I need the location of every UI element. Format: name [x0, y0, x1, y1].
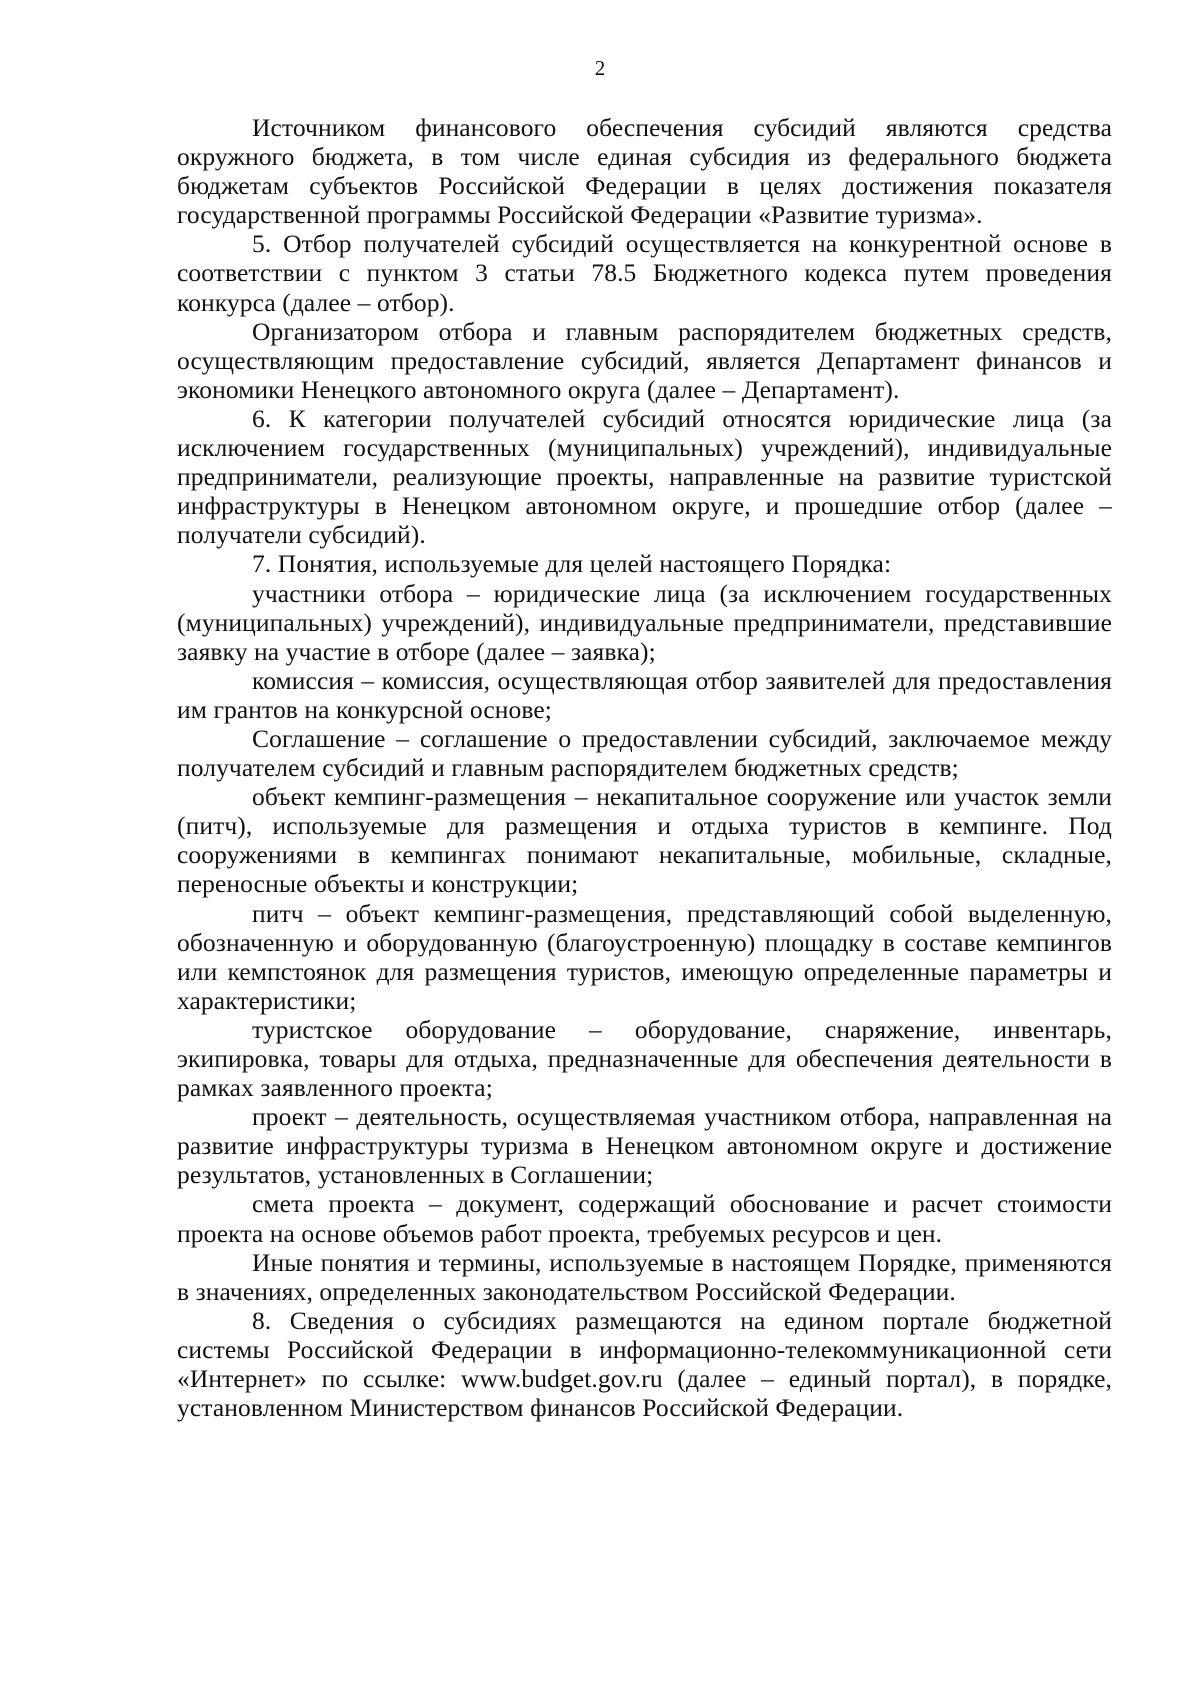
paragraph-item-6: 6. К категории получателей субсидий относятся юридические лица (за исключением государственных (муниципальных) учреждений), индивидуальные предприниматели, реализующие проекты, направленные на развитие туристской инфраструктуры в Ненецком автономном округе, и прошедшие отбор (далее – получатели субсидий). [177, 403, 1112, 550]
definition-project-estimate: смета проекта – документ, содержащий обоснование и расчет стоимости проекта на основе объемов работ проекта, требуемых ресурсов и цен. [177, 1189, 1112, 1248]
document-body [177, 113, 1112, 1422]
paragraph-organizer: Организатором отбора и главным распорядителем бюджетных средств, осуществляющим предоставление субсидий, является Департамент финансов и экономики Ненецкого автономного округа (далее – Департамент). [177, 316, 1112, 404]
paragraph-item-5: 5. Отбор получателей субсидий осуществляется на конкурентной основе в соответствии с пунктом 3 статьи 78.5 Бюджетного кодекса путем проведения конкурса (далее – отбор). [177, 229, 1112, 317]
page-number: 2 [594, 56, 606, 80]
definition-pitch: питч – объект кемпинг-размещения, представляющий собой выделенную, обозначенную и оборудованную (благоустроенную) площадку в составе кемпингов или кемпстоянок для размещения туристов, имеющую определенные параметры и характеристики; [177, 898, 1112, 1015]
definition-camping-object: объект кемпинг-размещения – некапитальное сооружение или участок земли (питч), используемые для размещения и отдыха туристов в кемпинге. Под сооружениями в кемпингах понимают некапитальные, мобильные, складные, переносные объекты и конструкции; [177, 782, 1112, 899]
definition-commission: комиссия – комиссия, осуществляющая отбор заявителей для предоставления им грантов на конкурсной основе; [177, 665, 1112, 724]
paragraph-item-8: 8. Сведения о субсидиях размещаются на едином портале бюджетной системы Российской Федерации в информационно-телекоммуникационной сети «Интернет» по ссылке: www.budget.gov.ru (далее – единый портал), в порядке, установленном Министерством финансов Российской Федерации. [177, 1305, 1112, 1423]
definition-tourist-equipment: туристское оборудование – оборудование, снаряжение, инвентарь, экипировка, товары для отдыха, предназначенные для обеспечения деятельности в рамках заявленного проекта; [177, 1014, 1112, 1103]
paragraph-other-terms: Иные понятия и термины, используемые в настоящем Порядке, применяются в значениях, определенных законодательством Российской Федерации. [177, 1247, 1112, 1306]
definition-project: проект – деятельность, осуществляемая участником отбора, направленная на развитие инфраструктуры туризма в Ненецком автономном округе и достижение результатов, установленных в Соглашении; [177, 1102, 1112, 1190]
definition-participants: участники отбора – юридические лица (за исключением государственных (муниципальных) учреждений), индивидуальные предприниматели, представившие заявку на участие в отборе (далее – заявка); [177, 578, 1112, 666]
definition-agreement: Соглашение – соглашение о предоставлении субсидий, заключаемое между получателем субсидий и главным распорядителем бюджетных средств; [177, 723, 1112, 783]
paragraph-item-7: 7. Понятия, используемые для целей настоящего Порядка: [252, 549, 892, 579]
paragraph-funding-source: Источником финансового обеспечения субсидий являются средства окружного бюджета, в том числе единая субсидия из федерального бюджета бюджетам субъектов Российской Федерации в целях достижения показателя государственной программы Российской Федерации «Развитие туризма». [177, 113, 1112, 230]
